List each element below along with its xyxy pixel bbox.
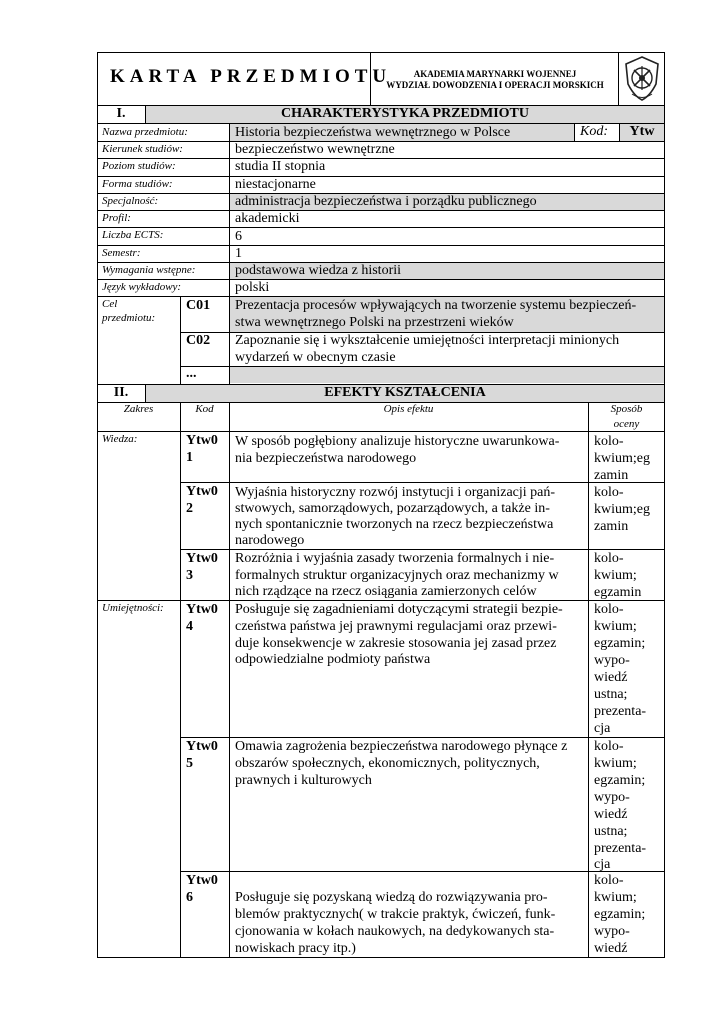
field-value-wymagania: podstawowa wiedza z historii: [235, 263, 402, 278]
column-header-opis: Opis efektu: [383, 403, 434, 415]
cel-code: C01: [186, 298, 211, 313]
section-title: CHARAKTERYSTYKA PRZEDMIOTU: [280, 106, 530, 121]
effect-assessment: egzamin;: [594, 636, 646, 651]
effect-description: Omawia zagrożenia bezpieczeństwa narodowego płynące z: [235, 739, 568, 754]
effect-assessment: kwium;: [594, 568, 637, 583]
effect-description: cjonowania w kołach naukowych, na dedykowanych sta-: [235, 924, 555, 939]
effect-assessment: prezenta-: [594, 841, 647, 856]
cel-label-2: przedmiotu:: [102, 312, 156, 324]
effect-assessment: wiedź: [594, 941, 628, 956]
cel-text: Prezentacja procesów wpływających na tworzenie systemu bezpieczeń-: [235, 298, 637, 313]
effect-description: obszarów społecznych, ekonomicznych, politycznych,: [235, 756, 540, 771]
effect-description: Posługuje się pozyskaną wiedzą do rozwiązywania pro-: [235, 890, 548, 905]
effect-assessment: kwium;: [594, 619, 637, 634]
effect-description: nych spontanicznie tworzonych na rzecz bezpieczeństwa: [235, 517, 554, 532]
cel-text: stwa wewnętrznego Polski na przestrzeni wieków: [235, 315, 514, 330]
field-label-specjalnosc: Specjalność:: [102, 195, 159, 207]
field-label-semestr: Semestr:: [102, 247, 141, 259]
effect-description: duje konsekwencje w zakresie stosowania jej zasad przez: [235, 636, 557, 651]
kod-label: Kod:: [580, 124, 608, 139]
field-value-kierunek: bezpieczeństwo wewnętrzne: [235, 142, 395, 157]
field-value-poziom: studia II stopnia: [235, 159, 326, 174]
field-value-forma: niestacjonarne: [235, 177, 316, 192]
effect-assessment: kwium;: [594, 756, 637, 771]
effect-assessment: prezenta-: [594, 704, 647, 719]
section-number: I.: [116, 106, 126, 121]
field-label-kierunek: Kierunek studiów:: [102, 143, 183, 155]
effect-code-2: 3: [186, 568, 193, 583]
institution-name: AKADEMIA MARYNARKI WOJENNEJ: [413, 69, 577, 79]
field-label-nazwa: Nazwa przedmiotu:: [102, 126, 188, 138]
field-value-nazwa: Historia bezpieczeństwa wewnętrznego w Polsce: [235, 125, 511, 140]
effect-assessment: egzamin: [594, 585, 642, 600]
effect-code: Ytw0: [186, 484, 218, 499]
effect-assessment: wypo-: [594, 924, 630, 939]
effect-description: odpowiedzialne podmioty państwa: [235, 652, 431, 667]
effect-assessment: kwium;eg: [594, 451, 650, 466]
faculty-name: WYDZIAŁ DOWODZENIA I OPERACJI MORSKICH: [386, 80, 604, 90]
effect-description: blemów praktycznych( w trakcie praktyk, ćwiczeń, funk-: [235, 907, 556, 922]
effect-assessment: wypo-: [594, 790, 630, 805]
cel-text: wydarzeń w obecnym czasie: [235, 350, 396, 365]
effect-description: W sposób pogłębiony analizuje historyczne uwarunkowa-: [235, 434, 560, 449]
kod-value: Ytw: [629, 124, 655, 139]
effect-description: stwowych, samorządowych, pozarządowych, a także in-: [235, 501, 550, 516]
effect-assessment: kolo-: [594, 485, 624, 500]
effect-code: Ytw0: [186, 551, 218, 566]
effect-description: formalnych struktur organizacyjnych oraz mechanizmy w: [235, 568, 559, 583]
effect-description: Posługuje się zagadnieniami dotyczącymi strategii bezpie-: [235, 602, 563, 617]
effect-assessment: kwium;eg: [594, 502, 650, 517]
field-value-profil: akademicki: [235, 211, 300, 226]
effect-description: Rozróżnia i wyjaśnia zasady tworzenia formalnych i nie-: [235, 551, 555, 566]
field-value-semestr: 1: [235, 246, 242, 261]
page-title: KARTA PRZEDMIOTU: [110, 66, 392, 87]
field-label-jezyk: Język wykładowy:: [102, 281, 182, 293]
effect-code-2: 1: [186, 450, 193, 465]
field-value-ects: 6: [235, 229, 242, 244]
cel-text: Zapoznanie się i wykształcenie umiejętności interpretacji minionych: [235, 333, 620, 348]
effect-assessment: cja: [594, 721, 611, 736]
effect-description: prawnych i kulturowych: [235, 773, 372, 788]
effect-description: czeństwa państwa jej prawnymi regulacjami oraz przewi-: [235, 619, 557, 634]
field-value-specjalnosc: administracja bezpieczeństwa i porządku publicznego: [235, 194, 537, 209]
group-label-wiedza: Wiedza:: [102, 433, 138, 445]
effect-description: nich rządzące na rzecz osiągania zamierzonych celów: [235, 584, 537, 599]
field-label-profil: Profil:: [102, 212, 131, 224]
effect-code: Ytw0: [186, 739, 218, 754]
effect-assessment: egzamin;: [594, 773, 646, 788]
effect-assessment: kolo-: [594, 739, 624, 754]
effect-code: Ytw0: [186, 433, 218, 448]
effect-assessment: egzamin;: [594, 907, 646, 922]
effect-description: Wyjaśnia historyczny rozwój instytucji i organizacji pań-: [235, 485, 556, 500]
effect-assessment: ustna;: [594, 824, 628, 839]
effect-code: Ytw0: [186, 602, 218, 617]
effect-code-2: 6: [186, 890, 193, 905]
effect-code-2: 2: [186, 501, 193, 516]
effect-description: nowiskach pracy itp.): [235, 941, 356, 956]
column-header-sposob: Sposób: [610, 403, 643, 415]
section-number: II.: [113, 385, 129, 400]
cel-label: Cel: [102, 298, 118, 310]
section-title: EFEKTY KSZTAŁCENIA: [324, 385, 486, 400]
effect-assessment: kolo-: [594, 602, 624, 617]
effect-assessment: kwium;: [594, 890, 637, 905]
effect-assessment: cja: [594, 857, 611, 872]
effect-description: narodowego: [235, 533, 305, 548]
effect-assessment: wiedź: [594, 670, 628, 685]
effect-code: Ytw0: [186, 873, 218, 888]
effect-assessment: wypo-: [594, 653, 630, 668]
effect-code-2: 5: [186, 756, 193, 771]
effect-assessment: kolo-: [594, 551, 624, 566]
effect-assessment: kolo-: [594, 873, 624, 888]
cel-code: ...: [186, 366, 197, 381]
emblem-icon: [620, 54, 664, 103]
effect-assessment: ustna;: [594, 687, 628, 702]
field-label-forma: Forma studiów:: [102, 178, 173, 190]
column-header-zakres: Zakres: [123, 403, 154, 415]
effect-assessment: kolo-: [594, 434, 624, 449]
effect-assessment: zamin: [594, 519, 629, 534]
effect-assessment: zamin: [594, 468, 629, 483]
column-header-sposob-2: oceny: [613, 418, 640, 430]
field-value-jezyk: polski: [235, 280, 270, 295]
effect-assessment: wiedź: [594, 807, 628, 822]
group-label-umiejetnosci: Umiejętności:: [102, 602, 164, 614]
effect-code-2: 4: [186, 619, 193, 634]
field-label-wymagania: Wymagania wstępne:: [102, 264, 196, 276]
field-label-poziom: Poziom studiów:: [102, 160, 176, 172]
field-label-ects: Liczba ECTS:: [102, 229, 164, 241]
column-header-kod: Kod: [195, 403, 214, 415]
cel-code: C02: [186, 333, 211, 348]
effect-description: nia bezpieczeństwa narodowego: [235, 451, 417, 466]
